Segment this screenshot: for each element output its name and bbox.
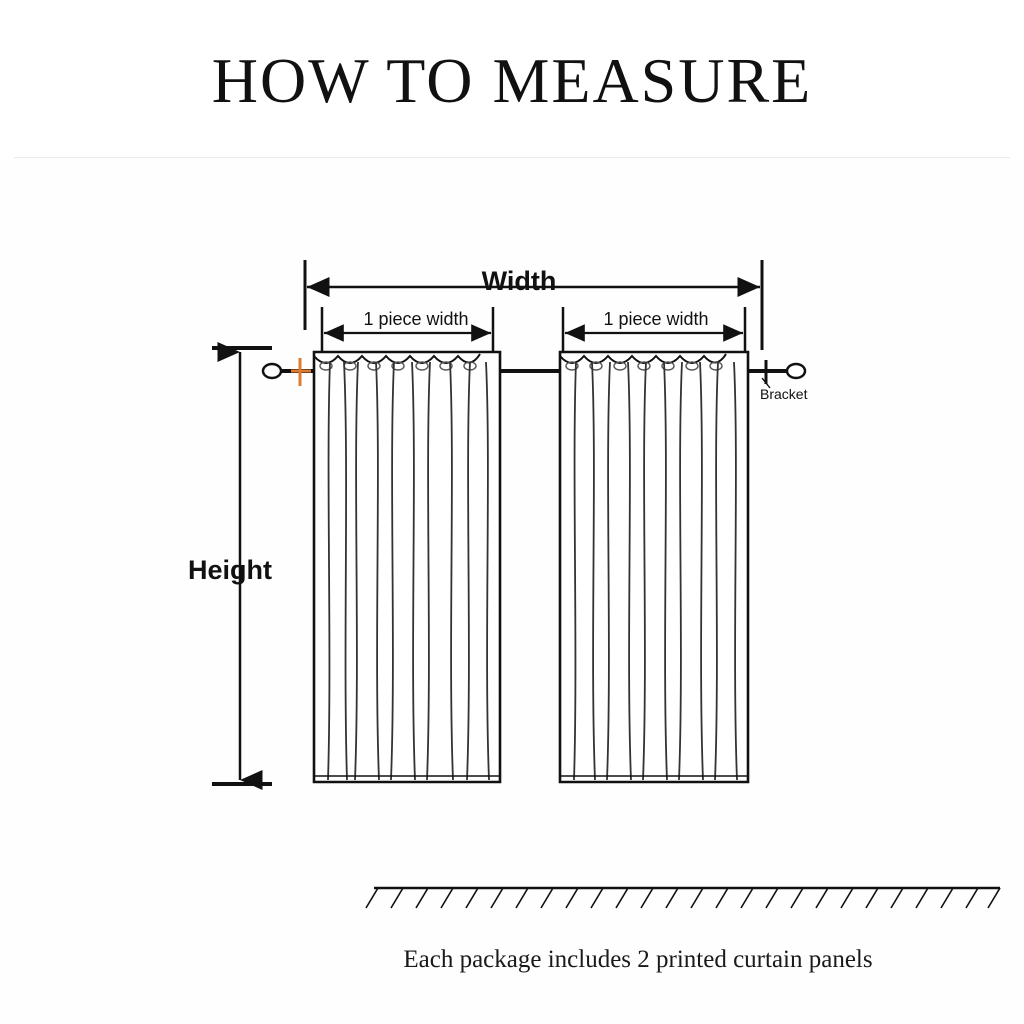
width-label [0,266,1024,297]
height-label: Height [188,555,272,585]
bracket-left [291,358,311,386]
bracket-label: Bracket [760,386,808,402]
piece-width-label-right: 1 piece width [603,309,709,329]
footer-note [0,946,1024,974]
page-title: HOW TO MEASURE [211,45,813,116]
footer-note-text: Each package includes 2 printed curtain panels [403,946,873,973]
piece-width-label-left: 1 piece width [363,309,469,329]
width-label-text: Width [481,266,557,296]
right-curtain-panel [560,352,748,782]
floor-line [366,888,1000,908]
bracket-right [758,360,776,384]
left-curtain-panel [314,352,500,782]
